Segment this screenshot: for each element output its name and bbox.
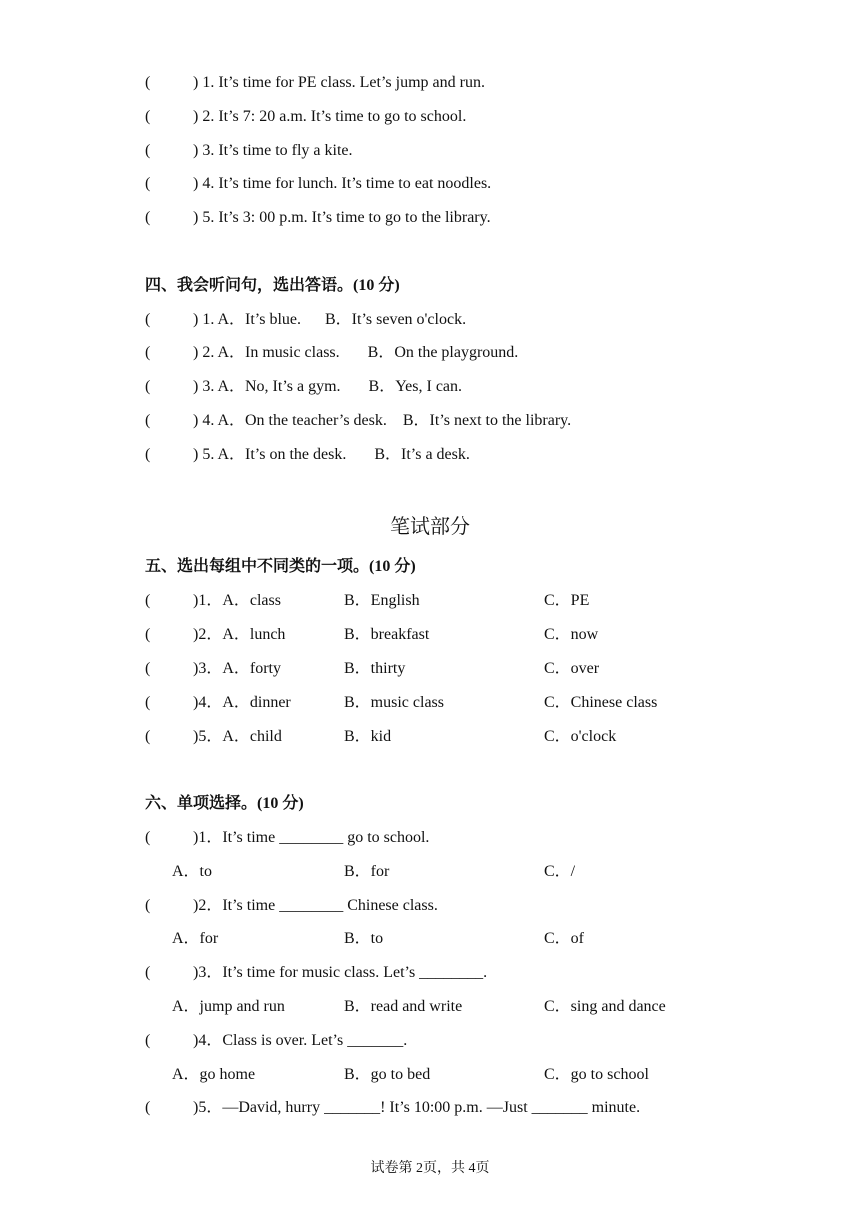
- item-text: ) 3. It’s time to fly a kite.: [193, 142, 353, 159]
- section4-item-3: [145, 377, 462, 397]
- section5-item-4: [145, 693, 705, 713]
- section4-item-4: [145, 411, 571, 431]
- section3-item-4: [145, 174, 491, 194]
- option-a: )3．A．forty: [193, 660, 281, 677]
- option-c: C．/: [544, 863, 576, 880]
- answer-blank[interactable]: (: [145, 378, 151, 395]
- option-b: B．kid: [344, 728, 392, 745]
- section6-heading: 六、单项选择。(10 分): [145, 795, 304, 812]
- answer-blank[interactable]: (: [145, 626, 151, 643]
- option-b: B．for: [344, 863, 390, 880]
- option-b: B．thirty: [344, 660, 406, 677]
- item-text: ) 5. It’s 3: 00 p.m. It’s time to go to the library.: [193, 209, 491, 226]
- section3-item-2: [145, 107, 466, 127]
- option-c: C．of: [544, 930, 585, 947]
- option-c: C．go to school: [544, 1066, 649, 1083]
- question-text: )2．It’s time ________ Chinese class.: [193, 897, 438, 914]
- answer-blank[interactable]: (: [145, 1099, 151, 1116]
- written-part-title: 笔试部分: [390, 516, 470, 538]
- section6-q1-stem: [145, 828, 429, 848]
- section4-heading: 四、我会听问句，选出答语。(10 分): [145, 277, 400, 294]
- answer-blank[interactable]: (: [145, 108, 151, 125]
- section5-item-1: [145, 591, 705, 611]
- option-b: B．go to bed: [344, 1066, 431, 1083]
- item-text: ) 5. A．It’s on the desk. B．It’s a desk.: [193, 446, 470, 463]
- section4-item-1: [145, 310, 466, 330]
- section4-item-2: [145, 343, 518, 363]
- option-a: )1．A．class: [193, 592, 281, 609]
- section3-item-5: [145, 208, 491, 228]
- answer-blank[interactable]: (: [145, 344, 151, 361]
- section5-heading: 五、选出每组中不同类的一项。(10 分): [145, 558, 416, 575]
- question-text: )5．—David, hurry _______! It’s 10:00 p.m. —Just _______ minute.: [193, 1099, 641, 1116]
- answer-blank[interactable]: (: [145, 311, 151, 328]
- item-text: ) 1. A．It’s blue. B．It’s seven o'clock.: [193, 311, 467, 328]
- question-text: )1．It’s time ________ go to school.: [193, 829, 430, 846]
- item-text: ) 3. A．No, It’s a gym. B．Yes, I can.: [193, 378, 463, 395]
- option-a: )2．A．lunch: [193, 626, 286, 643]
- question-text: )3．It’s time for music class. Let’s ________.: [193, 964, 488, 981]
- option-a: A．jump and run: [172, 998, 285, 1015]
- item-text: ) 2. It’s 7: 20 a.m. It’s time to go to school.: [193, 108, 467, 125]
- section4-item-5: [145, 445, 470, 465]
- page-footer: 试卷第 2页，共 4页: [370, 1161, 490, 1176]
- question-text: )4．Class is over. Let’s _______.: [193, 1032, 408, 1049]
- item-text: ) 1. It’s time for PE class. Let’s jump and run.: [193, 74, 485, 91]
- option-b: B．English: [344, 592, 420, 609]
- option-c: C．now: [544, 626, 599, 643]
- item-text: ) 4. A．On the teacher’s desk. B．It’s next to the library.: [193, 412, 572, 429]
- option-a: )5．A．child: [193, 728, 282, 745]
- option-b: B．breakfast: [344, 626, 430, 643]
- answer-blank[interactable]: (: [145, 728, 151, 745]
- section6-q3-stem: [145, 963, 487, 983]
- answer-blank[interactable]: (: [145, 829, 151, 846]
- section6-q4-stem: [145, 1031, 407, 1051]
- option-c: C．o'clock: [544, 728, 617, 745]
- option-a: A．go home: [172, 1066, 256, 1083]
- answer-blank[interactable]: (: [145, 694, 151, 711]
- answer-blank[interactable]: (: [145, 209, 151, 226]
- answer-blank[interactable]: (: [145, 412, 151, 429]
- option-c: C．Chinese class: [544, 694, 658, 711]
- option-c: C．PE: [544, 592, 590, 609]
- option-c: C．sing and dance: [544, 998, 666, 1015]
- answer-blank[interactable]: (: [145, 1032, 151, 1049]
- answer-blank[interactable]: (: [145, 592, 151, 609]
- option-a: )4．A．dinner: [193, 694, 291, 711]
- option-a: A．to: [172, 863, 213, 880]
- answer-blank[interactable]: (: [145, 142, 151, 159]
- option-a: A．for: [172, 930, 219, 947]
- section3-item-1: [145, 73, 485, 93]
- answer-blank[interactable]: (: [145, 897, 151, 914]
- section6-q2-stem: [145, 896, 438, 916]
- section3-item-3: [145, 141, 353, 161]
- answer-blank[interactable]: (: [145, 446, 151, 463]
- item-text: ) 2. A．In music class. B．On the playground.: [193, 344, 519, 361]
- item-text: ) 4. It’s time for lunch. It’s time to eat noodles.: [193, 175, 492, 192]
- option-b: B．read and write: [344, 998, 463, 1015]
- answer-blank[interactable]: (: [145, 660, 151, 677]
- option-b: B．music class: [344, 694, 444, 711]
- answer-blank[interactable]: (: [145, 175, 151, 192]
- option-b: B．to: [344, 930, 384, 947]
- section6-q5-stem: [145, 1098, 640, 1118]
- answer-blank[interactable]: (: [145, 74, 151, 91]
- section5-item-5: [145, 727, 705, 747]
- section5-item-2: [145, 625, 705, 645]
- answer-blank[interactable]: (: [145, 964, 151, 981]
- option-c: C．over: [544, 660, 600, 677]
- section5-item-3: [145, 659, 705, 679]
